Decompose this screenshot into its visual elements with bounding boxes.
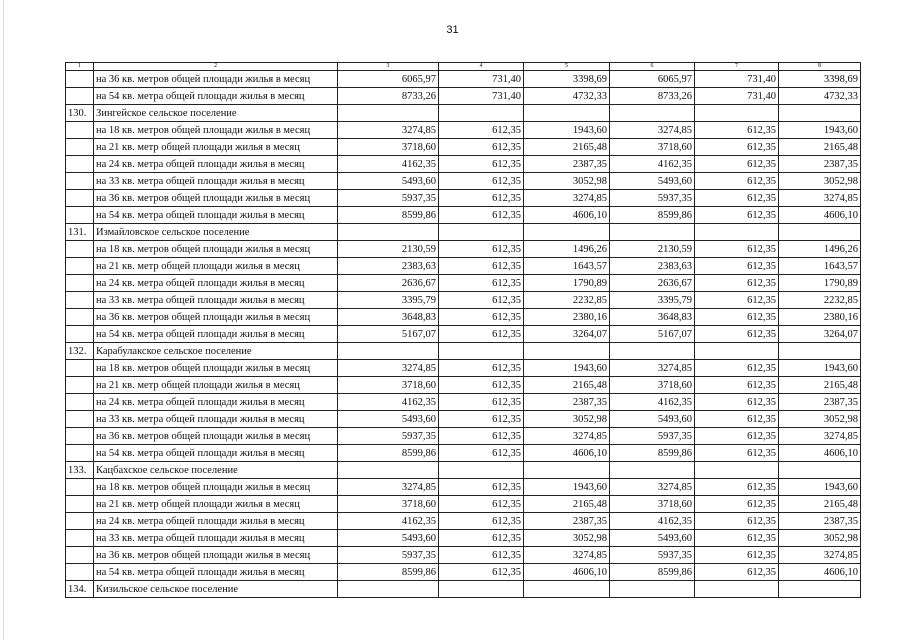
- empty-cell: [439, 581, 524, 598]
- value-cell: 731,40: [439, 88, 524, 105]
- value-cell: 2387,35: [524, 394, 610, 411]
- empty-cell: [610, 343, 695, 360]
- empty-cell: [439, 462, 524, 479]
- value-cell: 1643,57: [524, 258, 610, 275]
- empty-cell: [338, 105, 439, 122]
- column-number: 2: [94, 63, 338, 71]
- value-cell: 612,35: [439, 564, 524, 581]
- value-cell: 3274,85: [610, 479, 695, 496]
- table-row: [66, 207, 861, 224]
- column-number: 4: [439, 63, 524, 71]
- empty-number-cell: [66, 207, 94, 224]
- table-row: [66, 513, 861, 530]
- empty-number-cell: [66, 394, 94, 411]
- column-number: 6: [610, 63, 695, 71]
- table-row: [66, 156, 861, 173]
- row-description: на 33 кв. метра общей площади жилья в месяц: [94, 411, 338, 428]
- value-cell: 3718,60: [338, 496, 439, 513]
- value-cell: 2232,85: [779, 292, 861, 309]
- empty-cell: [695, 224, 779, 241]
- table-row: [66, 309, 861, 326]
- value-cell: 4732,33: [524, 88, 610, 105]
- value-cell: 5937,35: [338, 428, 439, 445]
- value-cell: 3264,07: [779, 326, 861, 343]
- empty-cell: [524, 343, 610, 360]
- value-cell: 612,35: [695, 530, 779, 547]
- table-row: [66, 496, 861, 513]
- empty-cell: [695, 581, 779, 598]
- value-cell: 612,35: [439, 445, 524, 462]
- empty-number-cell: [66, 496, 94, 513]
- value-cell: 2130,59: [610, 241, 695, 258]
- value-cell: 612,35: [439, 207, 524, 224]
- row-description: на 54 кв. метра общей площади жилья в месяц: [94, 326, 338, 343]
- value-cell: 3648,83: [338, 309, 439, 326]
- value-cell: 4606,10: [524, 445, 610, 462]
- empty-number-cell: [66, 513, 94, 530]
- empty-cell: [524, 462, 610, 479]
- scan-edge-line: [3, 0, 4, 640]
- empty-number-cell: [66, 377, 94, 394]
- empty-number-cell: [66, 292, 94, 309]
- value-cell: 612,35: [695, 292, 779, 309]
- column-number-row: [66, 63, 861, 71]
- value-cell: 4162,35: [610, 394, 695, 411]
- table-row: [66, 326, 861, 343]
- value-cell: 612,35: [695, 564, 779, 581]
- value-cell: 4162,35: [338, 156, 439, 173]
- empty-cell: [610, 105, 695, 122]
- row-description: на 21 кв. метр общей площади жилья в месяц: [94, 258, 338, 275]
- value-cell: 8599,86: [338, 445, 439, 462]
- value-cell: 612,35: [439, 122, 524, 139]
- value-cell: 612,35: [695, 190, 779, 207]
- value-cell: 612,35: [695, 207, 779, 224]
- value-cell: 5167,07: [338, 326, 439, 343]
- row-description: на 18 кв. метров общей площади жилья в месяц: [94, 479, 338, 496]
- value-cell: 612,35: [695, 360, 779, 377]
- empty-number-cell: [66, 445, 94, 462]
- row-description: на 36 кв. метров общей площади жилья в месяц: [94, 547, 338, 564]
- value-cell: 612,35: [439, 190, 524, 207]
- value-cell: 612,35: [695, 428, 779, 445]
- row-description: на 54 кв. метра общей площади жилья в месяц: [94, 207, 338, 224]
- value-cell: 612,35: [439, 241, 524, 258]
- value-cell: 4162,35: [338, 513, 439, 530]
- value-cell: 3718,60: [610, 139, 695, 156]
- value-cell: 2636,67: [610, 275, 695, 292]
- value-cell: 612,35: [695, 122, 779, 139]
- value-cell: 612,35: [695, 156, 779, 173]
- value-cell: 8599,86: [338, 564, 439, 581]
- value-cell: 612,35: [695, 326, 779, 343]
- value-cell: 3274,85: [779, 547, 861, 564]
- section-title: Измайловское сельское поселение: [94, 224, 338, 241]
- value-cell: 2387,35: [779, 394, 861, 411]
- value-cell: 6065,97: [338, 71, 439, 88]
- empty-number-cell: [66, 88, 94, 105]
- value-cell: 8733,26: [338, 88, 439, 105]
- section-row: [66, 224, 861, 241]
- table-row: [66, 241, 861, 258]
- empty-cell: [610, 224, 695, 241]
- empty-number-cell: [66, 309, 94, 326]
- empty-number-cell: [66, 530, 94, 547]
- value-cell: 8599,86: [610, 207, 695, 224]
- section-row: [66, 105, 861, 122]
- value-cell: 3052,98: [779, 411, 861, 428]
- value-cell: 3264,07: [524, 326, 610, 343]
- value-cell: 1943,60: [524, 122, 610, 139]
- row-description: на 21 кв. метр общей площади жилья в месяц: [94, 377, 338, 394]
- table-row: [66, 377, 861, 394]
- value-cell: 612,35: [695, 411, 779, 428]
- value-cell: 612,35: [439, 139, 524, 156]
- empty-cell: [439, 105, 524, 122]
- value-cell: 3052,98: [779, 173, 861, 190]
- empty-cell: [610, 462, 695, 479]
- value-cell: 2387,35: [524, 156, 610, 173]
- table-body: [66, 63, 861, 598]
- empty-cell: [524, 224, 610, 241]
- value-cell: 612,35: [695, 275, 779, 292]
- empty-cell: [695, 462, 779, 479]
- value-cell: 8733,26: [610, 88, 695, 105]
- value-cell: 1790,89: [524, 275, 610, 292]
- value-cell: 612,35: [439, 411, 524, 428]
- table-row: [66, 173, 861, 190]
- value-cell: 5493,60: [338, 411, 439, 428]
- row-description: на 33 кв. метра общей площади жилья в месяц: [94, 173, 338, 190]
- row-description: на 36 кв. метров общей площади жилья в месяц: [94, 190, 338, 207]
- empty-number-cell: [66, 547, 94, 564]
- empty-number-cell: [66, 360, 94, 377]
- empty-cell: [338, 581, 439, 598]
- value-cell: 2232,85: [524, 292, 610, 309]
- value-cell: 2387,35: [779, 513, 861, 530]
- value-cell: 612,35: [439, 275, 524, 292]
- value-cell: 1496,26: [524, 241, 610, 258]
- row-description: на 24 кв. метра общей площади жилья в месяц: [94, 394, 338, 411]
- section-number: 130.: [66, 105, 94, 122]
- row-description: на 21 кв. метр общей площади жилья в месяц: [94, 139, 338, 156]
- value-cell: 3395,79: [610, 292, 695, 309]
- value-cell: 3274,85: [524, 547, 610, 564]
- value-cell: 5937,35: [338, 190, 439, 207]
- empty-number-cell: [66, 428, 94, 445]
- table-row: [66, 445, 861, 462]
- value-cell: 1943,60: [779, 479, 861, 496]
- value-cell: 5937,35: [610, 190, 695, 207]
- value-cell: 731,40: [695, 71, 779, 88]
- value-cell: 3052,98: [524, 173, 610, 190]
- section-title: Зингейское сельское поселение: [94, 105, 338, 122]
- value-cell: 3395,79: [338, 292, 439, 309]
- value-cell: 5493,60: [338, 173, 439, 190]
- column-number: 5: [524, 63, 610, 71]
- table-row: [66, 360, 861, 377]
- value-cell: 3398,69: [779, 71, 861, 88]
- value-cell: 3274,85: [610, 360, 695, 377]
- empty-cell: [779, 105, 861, 122]
- empty-cell: [524, 105, 610, 122]
- tariff-table: [65, 62, 861, 598]
- value-cell: 3052,98: [779, 530, 861, 547]
- empty-number-cell: [66, 156, 94, 173]
- empty-number-cell: [66, 122, 94, 139]
- value-cell: 3274,85: [779, 428, 861, 445]
- value-cell: 731,40: [695, 88, 779, 105]
- table-row: [66, 394, 861, 411]
- value-cell: 8599,86: [610, 445, 695, 462]
- value-cell: 3274,85: [338, 479, 439, 496]
- empty-cell: [338, 343, 439, 360]
- value-cell: 731,40: [439, 71, 524, 88]
- value-cell: 1943,60: [779, 122, 861, 139]
- section-row: [66, 343, 861, 360]
- empty-number-cell: [66, 139, 94, 156]
- section-number: 133.: [66, 462, 94, 479]
- value-cell: 1790,89: [779, 275, 861, 292]
- value-cell: 3274,85: [524, 428, 610, 445]
- value-cell: 3718,60: [338, 377, 439, 394]
- value-cell: 5167,07: [610, 326, 695, 343]
- value-cell: 1643,57: [779, 258, 861, 275]
- row-description: на 21 кв. метр общей площади жилья в месяц: [94, 496, 338, 513]
- row-description: на 36 кв. метров общей площади жилья в месяц: [94, 309, 338, 326]
- value-cell: 2387,35: [779, 156, 861, 173]
- value-cell: 2383,63: [338, 258, 439, 275]
- empty-number-cell: [66, 258, 94, 275]
- section-row: [66, 581, 861, 598]
- value-cell: 2165,48: [779, 139, 861, 156]
- row-description: на 24 кв. метра общей площади жилья в месяц: [94, 513, 338, 530]
- empty-cell: [338, 462, 439, 479]
- row-description: на 18 кв. метров общей площади жилья в месяц: [94, 241, 338, 258]
- value-cell: 3274,85: [524, 190, 610, 207]
- value-cell: 612,35: [695, 258, 779, 275]
- value-cell: 612,35: [439, 547, 524, 564]
- empty-number-cell: [66, 326, 94, 343]
- empty-number-cell: [66, 275, 94, 292]
- value-cell: 2165,48: [779, 377, 861, 394]
- value-cell: 612,35: [439, 394, 524, 411]
- value-cell: 4162,35: [338, 394, 439, 411]
- empty-cell: [779, 224, 861, 241]
- row-description: на 24 кв. метра общей площади жилья в месяц: [94, 156, 338, 173]
- value-cell: 612,35: [695, 445, 779, 462]
- value-cell: 4606,10: [779, 207, 861, 224]
- table-row: [66, 88, 861, 105]
- value-cell: 4606,10: [524, 207, 610, 224]
- value-cell: 3648,83: [610, 309, 695, 326]
- value-cell: 4162,35: [610, 156, 695, 173]
- table-row: [66, 122, 861, 139]
- value-cell: 3274,85: [610, 122, 695, 139]
- value-cell: 612,35: [695, 513, 779, 530]
- value-cell: 612,35: [439, 530, 524, 547]
- value-cell: 1943,60: [524, 479, 610, 496]
- value-cell: 3398,69: [524, 71, 610, 88]
- value-cell: 5493,60: [610, 530, 695, 547]
- row-description: на 24 кв. метра общей площади жилья в месяц: [94, 275, 338, 292]
- table-row: [66, 275, 861, 292]
- column-number: 7: [695, 63, 779, 71]
- value-cell: 2636,67: [338, 275, 439, 292]
- value-cell: 612,35: [439, 156, 524, 173]
- page-number: 31: [446, 24, 459, 36]
- value-cell: 612,35: [439, 292, 524, 309]
- section-title: Карабулакское сельское поселение: [94, 343, 338, 360]
- value-cell: 2165,48: [524, 377, 610, 394]
- value-cell: 612,35: [695, 173, 779, 190]
- value-cell: 2387,35: [524, 513, 610, 530]
- row-description: на 54 кв. метра общей площади жилья в месяц: [94, 445, 338, 462]
- value-cell: 612,35: [695, 394, 779, 411]
- value-cell: 1496,26: [779, 241, 861, 258]
- section-number: 132.: [66, 343, 94, 360]
- value-cell: 3274,85: [779, 190, 861, 207]
- empty-cell: [524, 581, 610, 598]
- value-cell: 612,35: [695, 377, 779, 394]
- row-description: на 33 кв. метра общей площади жилья в месяц: [94, 292, 338, 309]
- value-cell: 2165,48: [779, 496, 861, 513]
- value-cell: 3718,60: [338, 139, 439, 156]
- value-cell: 3052,98: [524, 411, 610, 428]
- table-row: [66, 530, 861, 547]
- table-row: [66, 292, 861, 309]
- value-cell: 2383,63: [610, 258, 695, 275]
- table-row: [66, 564, 861, 581]
- empty-number-cell: [66, 479, 94, 496]
- value-cell: 612,35: [695, 241, 779, 258]
- empty-number-cell: [66, 173, 94, 190]
- column-number: 1: [66, 63, 94, 71]
- value-cell: 2165,48: [524, 496, 610, 513]
- value-cell: 3274,85: [338, 122, 439, 139]
- value-cell: 4606,10: [779, 564, 861, 581]
- empty-number-cell: [66, 71, 94, 88]
- value-cell: 612,35: [439, 173, 524, 190]
- table-row: [66, 428, 861, 445]
- section-row: [66, 462, 861, 479]
- value-cell: 612,35: [439, 258, 524, 275]
- value-cell: 1943,60: [524, 360, 610, 377]
- value-cell: 1943,60: [779, 360, 861, 377]
- column-number: 3: [338, 63, 439, 71]
- section-title: Кацбахское сельское поселение: [94, 462, 338, 479]
- empty-number-cell: [66, 564, 94, 581]
- section-number: 134.: [66, 581, 94, 598]
- table-row: [66, 190, 861, 207]
- value-cell: 5937,35: [610, 428, 695, 445]
- row-description: на 36 кв. метров общей площади жилья в месяц: [94, 71, 338, 88]
- value-cell: 2380,16: [524, 309, 610, 326]
- value-cell: 3718,60: [610, 377, 695, 394]
- value-cell: 612,35: [439, 428, 524, 445]
- value-cell: 4606,10: [779, 445, 861, 462]
- value-cell: 612,35: [695, 479, 779, 496]
- value-cell: 8599,86: [610, 564, 695, 581]
- value-cell: 612,35: [439, 360, 524, 377]
- value-cell: 8599,86: [338, 207, 439, 224]
- value-cell: 612,35: [695, 139, 779, 156]
- row-description: на 54 кв. метра общей площади жилья в месяц: [94, 88, 338, 105]
- value-cell: 612,35: [695, 309, 779, 326]
- value-cell: 5493,60: [610, 173, 695, 190]
- value-cell: 2165,48: [524, 139, 610, 156]
- value-cell: 612,35: [695, 547, 779, 564]
- value-cell: 612,35: [439, 513, 524, 530]
- row-description: на 33 кв. метра общей площади жилья в месяц: [94, 530, 338, 547]
- value-cell: 2130,59: [338, 241, 439, 258]
- value-cell: 6065,97: [610, 71, 695, 88]
- value-cell: 612,35: [439, 326, 524, 343]
- table-row: [66, 411, 861, 428]
- value-cell: 612,35: [439, 309, 524, 326]
- table-row: [66, 71, 861, 88]
- empty-cell: [338, 224, 439, 241]
- row-description: на 54 кв. метра общей площади жилья в месяц: [94, 564, 338, 581]
- row-description: на 18 кв. метров общей площади жилья в месяц: [94, 122, 338, 139]
- empty-cell: [439, 224, 524, 241]
- row-description: на 18 кв. метров общей площади жилья в месяц: [94, 360, 338, 377]
- value-cell: 3274,85: [338, 360, 439, 377]
- empty-number-cell: [66, 411, 94, 428]
- empty-cell: [779, 462, 861, 479]
- value-cell: 3718,60: [610, 496, 695, 513]
- value-cell: 4606,10: [524, 564, 610, 581]
- value-cell: 612,35: [695, 496, 779, 513]
- value-cell: 4732,33: [779, 88, 861, 105]
- value-cell: 5493,60: [610, 411, 695, 428]
- empty-cell: [695, 105, 779, 122]
- value-cell: 612,35: [439, 496, 524, 513]
- table-row: [66, 258, 861, 275]
- empty-number-cell: [66, 190, 94, 207]
- value-cell: 612,35: [439, 377, 524, 394]
- section-number: 131.: [66, 224, 94, 241]
- empty-cell: [779, 581, 861, 598]
- column-number: 8: [779, 63, 861, 71]
- empty-cell: [779, 343, 861, 360]
- table-row: [66, 547, 861, 564]
- value-cell: 5937,35: [338, 547, 439, 564]
- value-cell: 4162,35: [610, 513, 695, 530]
- value-cell: 3052,98: [524, 530, 610, 547]
- empty-cell: [695, 343, 779, 360]
- value-cell: 5493,60: [338, 530, 439, 547]
- row-description: на 36 кв. метров общей площади жилья в месяц: [94, 428, 338, 445]
- table-row: [66, 479, 861, 496]
- value-cell: 5937,35: [610, 547, 695, 564]
- empty-cell: [610, 581, 695, 598]
- empty-cell: [439, 343, 524, 360]
- empty-number-cell: [66, 241, 94, 258]
- table-row: [66, 139, 861, 156]
- value-cell: 612,35: [439, 479, 524, 496]
- section-title: Кизильское сельское поселение: [94, 581, 338, 598]
- value-cell: 2380,16: [779, 309, 861, 326]
